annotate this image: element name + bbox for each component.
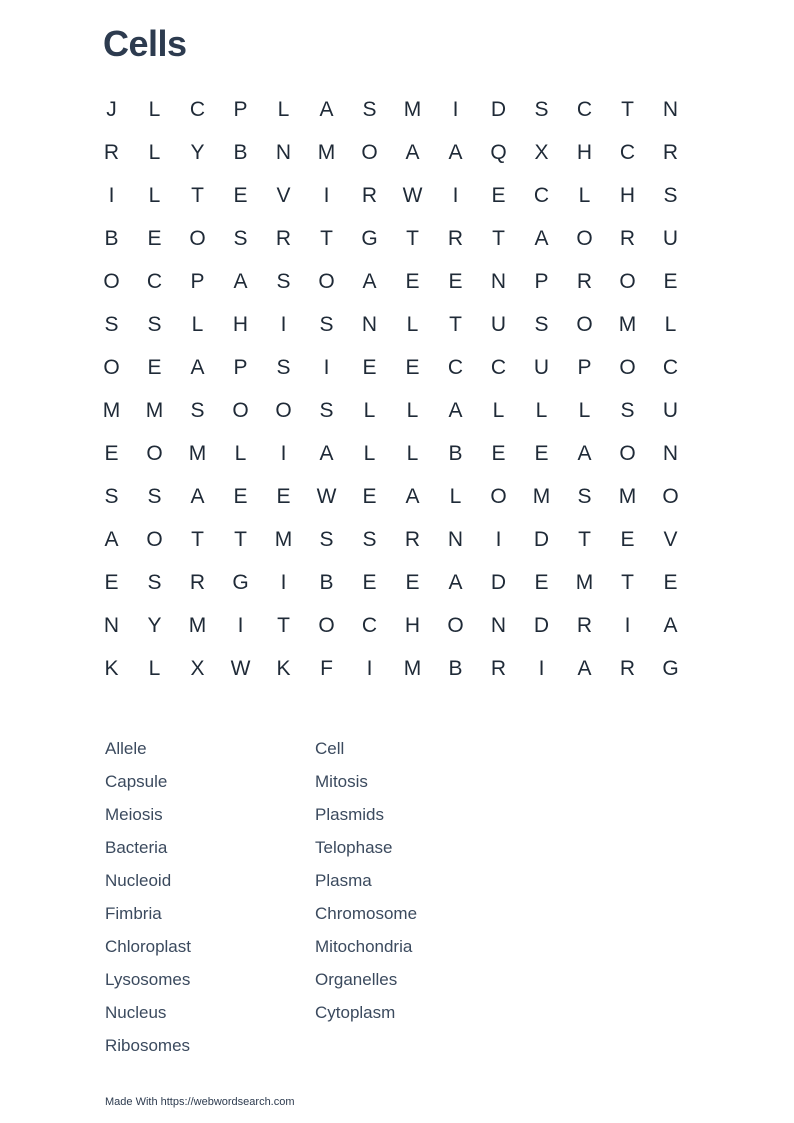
grid-letter: D bbox=[490, 570, 507, 594]
grid-letter: A bbox=[319, 441, 334, 465]
word-list bbox=[105, 735, 525, 1065]
grid-letter: I bbox=[108, 183, 115, 207]
grid-letter: A bbox=[319, 97, 334, 121]
grid-letter: O bbox=[619, 355, 636, 379]
word-column bbox=[105, 735, 315, 1065]
grid-letter: L bbox=[277, 97, 290, 121]
word-list-item: Chromosome bbox=[315, 904, 418, 923]
word-list-item: Chloroplast bbox=[105, 937, 191, 956]
grid-letter: S bbox=[534, 97, 549, 121]
grid-letter: T bbox=[621, 570, 634, 594]
grid-letter: E bbox=[534, 441, 549, 465]
grid-letter: I bbox=[452, 183, 459, 207]
grid-letter: O bbox=[619, 269, 636, 293]
grid-letter: C bbox=[619, 140, 636, 164]
grid-letter: T bbox=[621, 97, 634, 121]
grid-letter: A bbox=[405, 140, 420, 164]
word-list-item: Cytoplasm bbox=[315, 1003, 396, 1022]
grid-letter: I bbox=[323, 183, 330, 207]
grid-letter: C bbox=[533, 183, 550, 207]
word-list-item: Nucleus bbox=[105, 1003, 167, 1022]
grid-letter: U bbox=[662, 398, 679, 422]
grid-letter: E bbox=[491, 441, 506, 465]
grid-row bbox=[90, 604, 692, 647]
grid-letter: O bbox=[361, 140, 378, 164]
grid-letter: R bbox=[576, 269, 593, 293]
grid-letter: A bbox=[448, 398, 463, 422]
word-list-item: Telophase bbox=[315, 838, 393, 857]
grid-letter: R bbox=[576, 613, 593, 637]
grid-letter: S bbox=[104, 312, 119, 336]
page-title: Cells bbox=[103, 23, 187, 64]
grid-letter: M bbox=[403, 97, 422, 121]
grid-letter: O bbox=[576, 226, 593, 250]
grid-row bbox=[90, 389, 692, 432]
grid-letter: O bbox=[103, 355, 120, 379]
grid-letter: N bbox=[490, 613, 507, 637]
grid-row bbox=[90, 475, 692, 518]
grid-letter: N bbox=[103, 613, 120, 637]
grid-letter: M bbox=[575, 570, 594, 594]
grid-letter: T bbox=[320, 226, 333, 250]
grid-letter: S bbox=[190, 398, 205, 422]
grid-letter: E bbox=[104, 441, 119, 465]
grid-letter: O bbox=[146, 441, 163, 465]
grid-letter: R bbox=[619, 656, 636, 680]
footer-credit: Made With https://webwordsearch.com bbox=[105, 1096, 295, 1108]
grid-letter: O bbox=[576, 312, 593, 336]
word-column bbox=[315, 735, 525, 1065]
grid-letter: O bbox=[103, 269, 120, 293]
grid-row bbox=[90, 303, 692, 346]
grid-letter: R bbox=[404, 527, 421, 551]
word-list-item: Nucleoid bbox=[105, 871, 172, 890]
grid-letter: E bbox=[663, 269, 678, 293]
grid-letter: D bbox=[533, 527, 550, 551]
grid-letter: S bbox=[319, 527, 334, 551]
grid-letter: A bbox=[534, 226, 549, 250]
grid-letter: C bbox=[361, 613, 378, 637]
grid-row bbox=[90, 260, 692, 303]
grid-letter: D bbox=[533, 613, 550, 637]
grid-row bbox=[90, 432, 692, 475]
letter-grid bbox=[90, 88, 692, 690]
grid-letter: I bbox=[280, 570, 287, 594]
grid-letter: T bbox=[578, 527, 591, 551]
grid-letter: R bbox=[619, 226, 636, 250]
grid-letter: W bbox=[402, 183, 423, 207]
grid-letter: F bbox=[320, 656, 333, 680]
grid-letter: L bbox=[234, 441, 247, 465]
grid-letter: N bbox=[490, 269, 507, 293]
grid-letter: E bbox=[663, 570, 678, 594]
word-list-item: Mitosis bbox=[315, 772, 368, 791]
word-list-item: Meiosis bbox=[105, 805, 163, 824]
grid-letter: I bbox=[538, 656, 545, 680]
grid-letter: Q bbox=[490, 140, 507, 164]
grid-letter: L bbox=[449, 484, 462, 508]
grid-letter: T bbox=[449, 312, 462, 336]
grid-letter: C bbox=[662, 355, 679, 379]
grid-letter: B bbox=[319, 570, 334, 594]
grid-letter: H bbox=[232, 312, 249, 336]
grid-letter: L bbox=[148, 140, 161, 164]
grid-letter: G bbox=[361, 226, 378, 250]
grid-letter: S bbox=[319, 312, 334, 336]
grid-letter: N bbox=[275, 140, 292, 164]
grid-letter: O bbox=[275, 398, 292, 422]
grid-letter: M bbox=[618, 484, 637, 508]
grid-letter: C bbox=[490, 355, 507, 379]
grid-letter: P bbox=[233, 355, 248, 379]
grid-letter: S bbox=[276, 269, 291, 293]
grid-letter: U bbox=[662, 226, 679, 250]
grid-letter: B bbox=[448, 656, 463, 680]
grid-letter: S bbox=[663, 183, 678, 207]
grid-letter: G bbox=[232, 570, 249, 594]
grid-letter: A bbox=[663, 613, 678, 637]
grid-letter: L bbox=[535, 398, 548, 422]
grid-letter: E bbox=[233, 183, 248, 207]
grid-letter: O bbox=[662, 484, 679, 508]
grid-letter: W bbox=[230, 656, 251, 680]
grid-letter: V bbox=[663, 527, 678, 551]
grid-letter: A bbox=[448, 140, 463, 164]
grid-letter: A bbox=[233, 269, 248, 293]
grid-letter: H bbox=[576, 140, 593, 164]
word-list-item: Plasma bbox=[315, 871, 372, 890]
grid-letter: M bbox=[532, 484, 551, 508]
grid-letter: S bbox=[362, 97, 377, 121]
grid-letter: E bbox=[534, 570, 549, 594]
grid-letter: I bbox=[452, 97, 459, 121]
grid-letter: H bbox=[404, 613, 421, 637]
grid-letter: A bbox=[190, 355, 205, 379]
grid-letter: L bbox=[148, 183, 161, 207]
grid-letter: T bbox=[492, 226, 505, 250]
grid-letter: I bbox=[280, 312, 287, 336]
grid-letter: R bbox=[447, 226, 464, 250]
grid-letter: M bbox=[317, 140, 336, 164]
grid-row bbox=[90, 518, 692, 561]
grid-letter: M bbox=[274, 527, 293, 551]
word-list-item: Lysosomes bbox=[105, 970, 191, 989]
grid-letter: I bbox=[237, 613, 244, 637]
grid-letter: E bbox=[448, 269, 463, 293]
grid-letter: O bbox=[490, 484, 507, 508]
grid-letter: R bbox=[490, 656, 507, 680]
grid-letter: L bbox=[578, 398, 591, 422]
grid-letter: A bbox=[362, 269, 377, 293]
grid-letter: P bbox=[190, 269, 205, 293]
grid-letter: S bbox=[147, 312, 162, 336]
grid-letter: L bbox=[363, 398, 376, 422]
grid-row bbox=[90, 346, 692, 389]
grid-letter: S bbox=[276, 355, 291, 379]
grid-letter: L bbox=[148, 656, 161, 680]
grid-letter: G bbox=[662, 656, 679, 680]
grid-letter: R bbox=[662, 140, 679, 164]
grid-letter: O bbox=[447, 613, 464, 637]
grid-row bbox=[90, 174, 692, 217]
grid-letter: M bbox=[102, 398, 121, 422]
grid-letter: L bbox=[664, 312, 677, 336]
grid-letter: O bbox=[189, 226, 206, 250]
word-list-item: Bacteria bbox=[105, 838, 168, 857]
grid-letter: M bbox=[618, 312, 637, 336]
grid-letter: U bbox=[490, 312, 507, 336]
grid-letter: M bbox=[145, 398, 164, 422]
grid-letter: A bbox=[577, 656, 592, 680]
word-list-item: Allele bbox=[105, 739, 147, 758]
grid-letter: K bbox=[276, 656, 291, 680]
grid-letter: C bbox=[447, 355, 464, 379]
grid-letter: O bbox=[619, 441, 636, 465]
grid-letter: B bbox=[104, 226, 119, 250]
grid-letter: C bbox=[146, 269, 163, 293]
grid-letter: R bbox=[189, 570, 206, 594]
grid-letter: I bbox=[495, 527, 502, 551]
grid-letter: S bbox=[577, 484, 592, 508]
grid-letter: E bbox=[405, 269, 420, 293]
grid-letter: I bbox=[366, 656, 373, 680]
grid-letter: I bbox=[624, 613, 631, 637]
word-list-item: Mitochondria bbox=[315, 937, 413, 956]
grid-letter: B bbox=[448, 441, 463, 465]
grid-letter: S bbox=[620, 398, 635, 422]
grid-letter: L bbox=[148, 97, 161, 121]
grid-letter: E bbox=[362, 484, 377, 508]
grid-letter: Y bbox=[190, 140, 205, 164]
grid-letter: R bbox=[103, 140, 120, 164]
grid-letter: X bbox=[534, 140, 549, 164]
grid-letter: N bbox=[662, 97, 679, 121]
grid-letter: J bbox=[106, 97, 117, 121]
grid-letter: A bbox=[577, 441, 592, 465]
word-list-item: Cell bbox=[315, 739, 345, 758]
word-list-item: Fimbria bbox=[105, 904, 162, 923]
grid-letter: O bbox=[318, 613, 335, 637]
word-list-item: Capsule bbox=[105, 772, 168, 791]
grid-letter: H bbox=[619, 183, 636, 207]
word-list-item: Ribosomes bbox=[105, 1036, 191, 1055]
grid-letter: N bbox=[361, 312, 378, 336]
grid-letter: N bbox=[662, 441, 679, 465]
grid-letter: E bbox=[104, 570, 119, 594]
grid-letter: L bbox=[578, 183, 591, 207]
grid-letter: E bbox=[233, 484, 248, 508]
grid-letter: L bbox=[406, 398, 419, 422]
grid-letter: C bbox=[576, 97, 593, 121]
grid-letter: T bbox=[406, 226, 419, 250]
grid-row bbox=[90, 217, 692, 260]
grid-letter: S bbox=[147, 570, 162, 594]
grid-letter: O bbox=[146, 527, 163, 551]
grid-letter: N bbox=[447, 527, 464, 551]
grid-letter: E bbox=[147, 226, 162, 250]
grid-row bbox=[90, 131, 692, 174]
grid-letter: S bbox=[104, 484, 119, 508]
grid-letter: O bbox=[232, 398, 249, 422]
grid-letter: O bbox=[318, 269, 335, 293]
grid-letter: U bbox=[533, 355, 550, 379]
grid-letter: M bbox=[403, 656, 422, 680]
grid-letter: B bbox=[233, 140, 248, 164]
grid-letter: I bbox=[280, 441, 287, 465]
grid-letter: W bbox=[316, 484, 337, 508]
grid-letter: S bbox=[233, 226, 248, 250]
grid-letter: L bbox=[492, 398, 505, 422]
grid-letter: T bbox=[191, 527, 204, 551]
grid-letter: E bbox=[147, 355, 162, 379]
grid-letter: V bbox=[276, 183, 291, 207]
grid-letter: E bbox=[276, 484, 291, 508]
grid-letter: X bbox=[190, 656, 205, 680]
grid-letter: E bbox=[491, 183, 506, 207]
grid-row bbox=[90, 88, 692, 131]
grid-letter: S bbox=[534, 312, 549, 336]
word-list-item: Organelles bbox=[315, 970, 398, 989]
grid-letter: E bbox=[362, 355, 377, 379]
grid-letter: T bbox=[234, 527, 247, 551]
grid-letter: T bbox=[191, 183, 204, 207]
grid-letter: L bbox=[363, 441, 376, 465]
grid-letter: L bbox=[406, 312, 419, 336]
grid-letter: M bbox=[188, 441, 207, 465]
grid-letter: L bbox=[406, 441, 419, 465]
grid-letter: K bbox=[104, 656, 119, 680]
grid-row bbox=[90, 561, 692, 604]
grid-letter: A bbox=[405, 484, 420, 508]
grid-row bbox=[90, 647, 692, 690]
grid-letter: S bbox=[362, 527, 377, 551]
grid-letter: E bbox=[620, 527, 635, 551]
grid-letter: Y bbox=[147, 613, 162, 637]
grid-letter: D bbox=[490, 97, 507, 121]
grid-letter: A bbox=[448, 570, 463, 594]
grid-letter: I bbox=[323, 355, 330, 379]
grid-letter: M bbox=[188, 613, 207, 637]
grid-letter: P bbox=[577, 355, 592, 379]
grid-letter: P bbox=[534, 269, 549, 293]
grid-letter: P bbox=[233, 97, 248, 121]
grid-letter: S bbox=[319, 398, 334, 422]
grid-letter: E bbox=[405, 570, 420, 594]
grid-letter: A bbox=[104, 527, 119, 551]
grid-letter: L bbox=[191, 312, 204, 336]
grid-letter: R bbox=[361, 183, 378, 207]
grid-letter: R bbox=[275, 226, 292, 250]
word-list-item: Plasmids bbox=[315, 805, 384, 824]
grid-letter: A bbox=[190, 484, 205, 508]
grid-letter: E bbox=[362, 570, 377, 594]
grid-letter: S bbox=[147, 484, 162, 508]
grid-letter: C bbox=[189, 97, 206, 121]
grid-letter: E bbox=[405, 355, 420, 379]
grid-letter: T bbox=[277, 613, 290, 637]
